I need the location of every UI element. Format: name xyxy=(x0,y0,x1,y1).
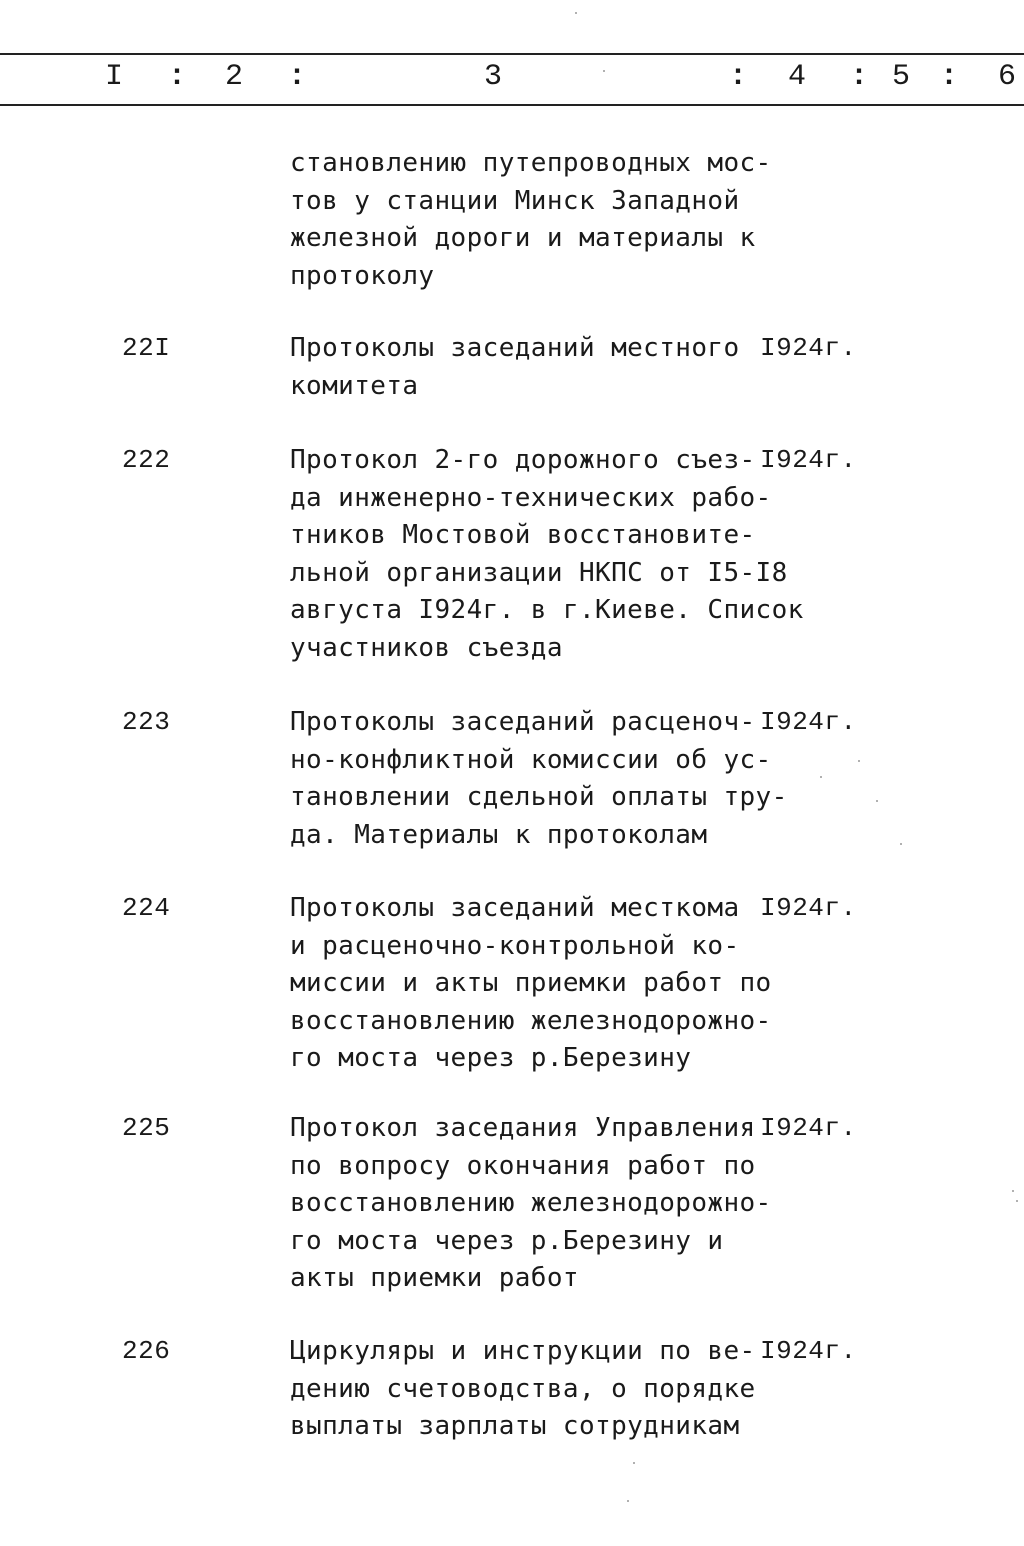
item-year: I924г. xyxy=(760,1336,857,1366)
scan-speck xyxy=(575,12,577,14)
scan-speck xyxy=(900,843,902,845)
item-year: I924г. xyxy=(760,1113,857,1143)
scan-speck xyxy=(858,760,860,762)
item-number: 224 xyxy=(122,893,171,923)
item-description: Циркуляры и инструкции по ве- дению счетоводства, о порядке выплаты зарплаты сотрудникам xyxy=(290,1336,756,1441)
column-separator: : xyxy=(729,60,748,94)
item-year: I924г. xyxy=(760,333,857,363)
column-header-5: 5 xyxy=(892,60,911,94)
header-top-rule xyxy=(0,53,1024,55)
item-description: Протоколы заседаний местного комитета xyxy=(290,333,740,401)
column-header-2: 2 xyxy=(225,60,244,94)
column-separator: : xyxy=(288,60,307,94)
item-number: 22I xyxy=(122,333,171,363)
item-year: I924г. xyxy=(760,893,857,923)
item-year: I924г. xyxy=(760,445,857,475)
item-description: Протоколы заседаний расценоч- но-конфликтной комиссии об ус- тановлении сдельной оплаты тру- да. Материалы к протоколам xyxy=(290,707,788,850)
item-description: Протоколы заседаний месткома и расценочно-контрольной ко- миссии и акты приемки работ по восстановлению железнодорожно- го моста через р.Березину xyxy=(290,893,772,1073)
column-header-6: 6 xyxy=(998,60,1017,94)
item-description: становлению путепроводных мос- тов у станции Минск Западной железной дороги и материалы к протоколу xyxy=(290,148,772,291)
scan-speck xyxy=(627,1500,629,1502)
column-header-4: 4 xyxy=(788,60,807,94)
scan-speck xyxy=(820,776,822,778)
item-year: I924г. xyxy=(760,707,857,737)
column-separator: : xyxy=(940,60,959,94)
column-header-1: I xyxy=(105,60,124,94)
scan-speck xyxy=(633,1462,635,1464)
column-separator: : xyxy=(168,60,187,94)
item-number: 226 xyxy=(122,1336,171,1366)
scan-speck xyxy=(603,70,605,72)
item-description: Протокол заседания Управления по вопросу окончания работ по восстановлению железнодорожно- го моста через р.Березину и акты приемки работ xyxy=(290,1113,772,1293)
item-number: 223 xyxy=(122,707,171,737)
item-description: Протокол 2-го дорожного съез- да инженерно-технических рабо- тников Мостовой восстановите- льной организации НКПС от I5-I8 августа I924г. в г.Киеве. Список участников съезда xyxy=(290,445,804,663)
scan-speck xyxy=(876,800,878,802)
column-separator: : xyxy=(850,60,869,94)
item-number: 225 xyxy=(122,1113,171,1143)
item-number: 222 xyxy=(122,445,171,475)
column-header-3: 3 xyxy=(484,60,503,94)
header-bottom-rule xyxy=(0,104,1024,106)
scan-speck xyxy=(1016,1200,1018,1202)
scan-speck xyxy=(1012,1190,1014,1192)
